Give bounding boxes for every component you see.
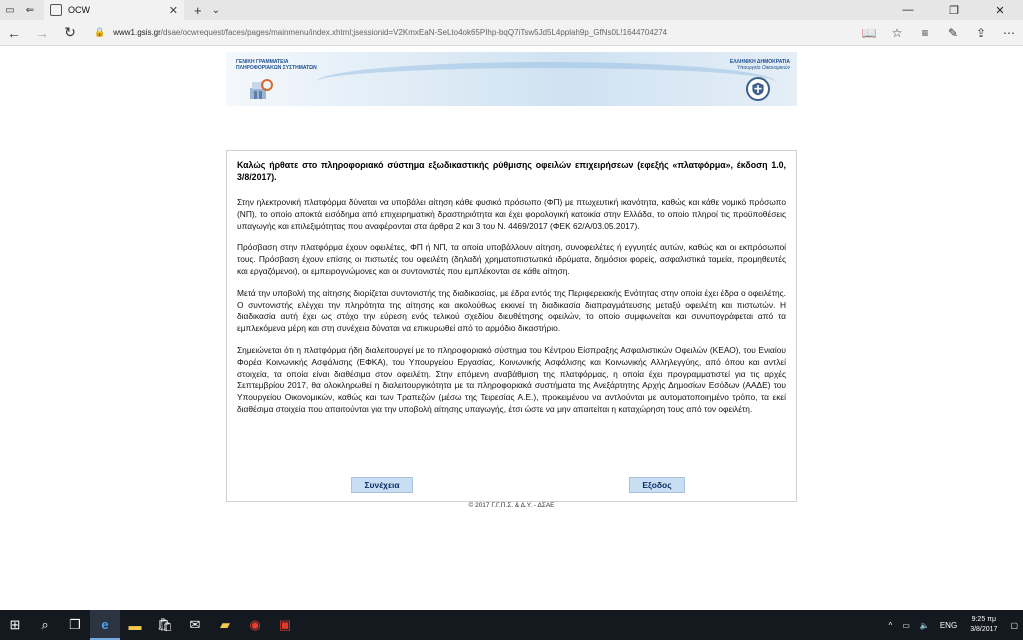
- paragraph-eligibility: Στην ηλεκτρονική πλατφόρμα δύναται να υποβάλει αίτηση κάθε φυσικό πρόσωπο (ΦΠ) με πτωχευτική ικανότητα, καθώς και κάθε νομικό πρόσωπο (ΝΠ), το οποίο αποκτά εισόδημα από επιχειρηματική δραστηριότητα και έχει φορολογική κατοικία στην Ελλάδα, το οποίο πληροί τις προϋποθέσεις υπαγωγής και επιλεξιμότητας που αναφέρονται στα άρθρα 2 και 3 του Ν. 4469/2017 (ΦΕΚ 62/Α/03.05.2017).: [237, 197, 786, 231]
- back-icon[interactable]: ←: [7, 24, 21, 41]
- close-window-icon[interactable]: ✕: [995, 4, 1005, 17]
- header-banner: [226, 52, 797, 106]
- windows-taskbar: [0, 610, 1023, 640]
- close-tab-icon[interactable]: ✕: [168, 4, 178, 17]
- url-field[interactable]: [94, 27, 667, 38]
- system-tray: [884, 615, 1023, 635]
- tab-title: OCW: [68, 5, 90, 15]
- hub-icon[interactable]: ≡: [921, 25, 929, 40]
- continue-button[interactable]: Συνέχεια: [351, 477, 413, 493]
- tab-actions-icon[interactable]: ▭: [5, 4, 15, 16]
- more-icon[interactable]: ⋯: [1003, 25, 1015, 40]
- gsis-logo-icon: [248, 76, 274, 102]
- mail-icon[interactable]: ✉: [189, 617, 201, 632]
- paragraph-procedure: Μετά την υποβολή της αίτησης διορίζεται συντονιστής της διαδικασίας, με έδρα εντός της Περιφερειακής Ενότητας στην οποία έχει έδρα ο οφειλέτης. Ο συντονιστής ελέγχει την πληρότητα της αίτησης και ακολούθως εκκινεί τη διαδικασία διαπραγμάτευσης μεταξύ οφειλέτη και πιστωτών. Η διαδικασία αυτή έχει ως στόχο την εύρεση ενός τελικού σχεδίου διευθέτησης οφειλών, το οποίο συμφωνείται και συνυπογράφεται από τα εμπλεκόμενα μέρη και στη συνέχεια δύναται να επικυρωθεί από το αρμόδιο δικαστήριο.: [237, 287, 786, 334]
- volume-icon[interactable]: 🔈: [919, 620, 930, 630]
- network-icon[interactable]: ▭: [902, 620, 910, 630]
- pdf-reader-icon[interactable]: ▣: [278, 617, 292, 632]
- tray-chevron-icon[interactable]: ^: [888, 620, 893, 630]
- url-path: /dsae/ocwrequest/faces/pages/mainmenu/index.xhtml;jsessionid=V2KmxEaN-SeLto4ok65PIhp-bqQ7iTsw5Jd5L4pplah9p_GfNs0L!1644704274: [160, 28, 668, 37]
- paragraph-interoperability: Σημειώνεται ότι η πλατφόρμα ήδη διαλειτουργεί με το πληροφοριακό σύστημα του Κέντρου Είσπραξης Ασφαλιστικών Οφειλών (ΚΕΑΟ), του Ενιαίου Φορέα Κοινωνικής Ασφάλισης (ΕΦΚΑ), του Υπουργείου Εργασίας, Κοινωνικής Ασφάλισης και Κοινωνικής Αλληλεγγύης, από όπου και αντλεί στοιχεία, τα οποία είναι διαθέσιμα στον οφειλέτη. Στην επόμενη αναβάθμιση της πλατφόρμας, η οποία έχει προγραμματιστεί για τις αρχές Σεπτεμβρίου 2017, θα ολοκληρωθεί η διαλειτουργικότητα με τα πληροφοριακά συστήματα της Ανεξάρτητης Αρχής Δημοσίων Εσόδων (ΑΑΔΕ) του Υπουργείου Οικονομικών, καθώς και των Τραπεζών (μέσω της Τειρεσίας Α.Ε.), προκειμένου να αντλούνται με αυτοματοποιημένο τρόπο, τα εκεί διαθέσιμα στοιχεία που απαιτούνται για την υποβολή αίτησης υπαγωγής, έτσι ώστε να μην απαιτείται η καταχώρηση τους από τον οφειλέτη.: [237, 344, 786, 414]
- hellenic-republic-title: ΕΛΛΗΝΙΚΗ ΔΗΜΟΚΡΑΤΙΑ Υπουργείο Οικονομικών: [729, 59, 790, 71]
- welcome-panel: [226, 150, 797, 502]
- page-favicon-icon: [50, 4, 62, 16]
- greek-emblem-icon: [746, 77, 770, 101]
- browser-tab-bar: [0, 0, 1023, 20]
- maximize-icon[interactable]: ❐: [949, 4, 959, 17]
- favorite-star-icon[interactable]: ☆: [891, 25, 903, 40]
- clock[interactable]: [970, 615, 997, 635]
- welcome-title: Καλώς ήρθατε στο πληροφοριακό σύστημα εξωδικαστικής ρύθμισης οφειλών επιχειρήσεων (εφεξής «πλατφόρμα», έκδοση 1.0, 3/8/2017).: [237, 160, 786, 182]
- start-windows-icon[interactable]: ⊞: [9, 617, 21, 632]
- chrome-icon[interactable]: ◉: [249, 617, 261, 632]
- search-icon[interactable]: ⌕: [41, 617, 49, 632]
- web-page: [0, 46, 1023, 610]
- file-explorer-icon[interactable]: ▬: [128, 617, 142, 633]
- language-indicator[interactable]: ENG: [939, 620, 958, 630]
- paragraph-access: Πρόσβαση στην πλατφόρμα έχουν οφειλέτες, ΦΠ ή ΝΠ, τα οποία υποβάλλουν αίτηση, συνοφειλέτες ή εγγυητές αυτών, καθώς και οι εκπρόσωποί τους. Πρόσβαση έχουν επίσης οι πιστωτές του οφειλέτη (δηλαδή χρηματοπιστωτικά ιδρύματα, δημόσιοι φορείς, ασφαλιστικά ταμεία, προμηθευτές και εργαζόμενοι), οι εμπειρογνώμονες και οι συντονιστές που εμπλέκονται σε κάθε αίτηση.: [237, 242, 786, 276]
- copyright-footer: © 2017 Γ.Γ.Π.Σ. & Δ.Υ. - ΔΣΑΕ: [468, 502, 555, 509]
- window-controls: [885, 4, 1023, 17]
- task-view-icon[interactable]: ❐: [69, 617, 81, 632]
- new-tab-button[interactable]: +: [194, 2, 202, 18]
- browser-tab[interactable]: [44, 0, 184, 20]
- gsis-title: ΓΕΝΙΚΗ ΓΡΑΜΜΑΤΕΙΑ ΠΛΗΡΟΦΟΡΙΑΚΩΝ ΣΥΣΤΗΜΑΤΩΝ: [236, 59, 317, 71]
- reading-view-icon[interactable]: 📖: [861, 25, 877, 40]
- lock-icon: 🔒: [94, 27, 106, 37]
- forward-icon[interactable]: →: [35, 24, 49, 41]
- minimize-icon[interactable]: —: [902, 3, 914, 16]
- address-bar: [0, 20, 1023, 46]
- banner-swoosh: [316, 62, 776, 102]
- exit-button[interactable]: Εξοδος: [629, 477, 685, 493]
- tab-list-chevron-icon[interactable]: ⌄: [211, 4, 220, 16]
- edge-browser-icon[interactable]: e: [90, 610, 120, 640]
- notes-icon[interactable]: ✎: [947, 25, 959, 40]
- clock-time: 9:25 πμ: [971, 616, 997, 623]
- refresh-icon[interactable]: ↻: [64, 24, 76, 40]
- url-domain: www1.gsis.gr: [113, 28, 161, 37]
- set-aside-tabs-icon[interactable]: ⇐: [25, 4, 35, 16]
- share-icon[interactable]: ⇪: [975, 25, 987, 40]
- notifications-icon[interactable]: ▢: [1010, 620, 1018, 630]
- store-icon[interactable]: 🛍: [156, 617, 174, 632]
- clock-date: 3/8/2017: [970, 626, 998, 633]
- browser-toolbar: [855, 26, 1023, 40]
- folder-icon[interactable]: ▰: [220, 617, 230, 632]
